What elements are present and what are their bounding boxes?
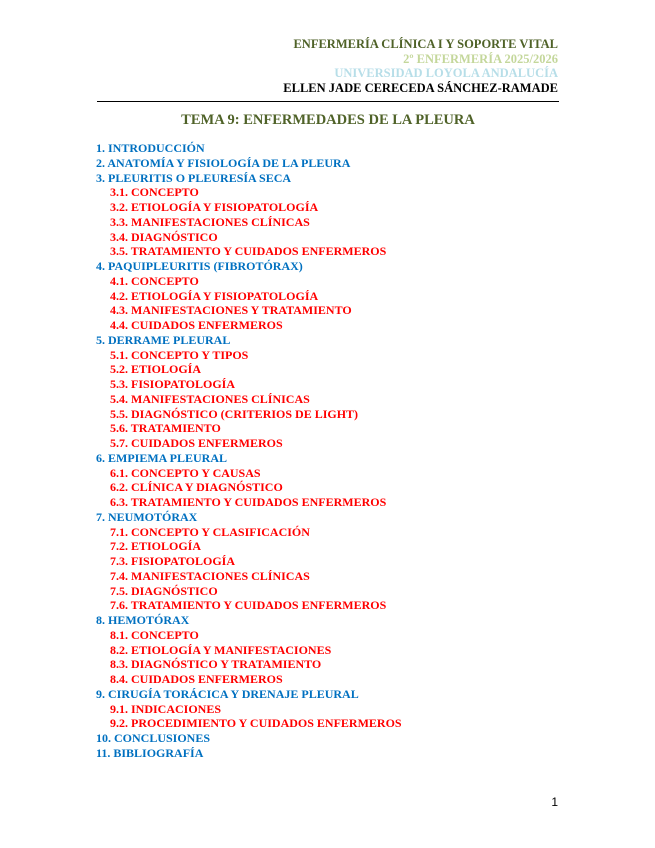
toc-section-link[interactable]: 2. ANATOMÍA Y FISIOLOGÍA DE LA PLEURA (96, 155, 351, 170)
toc-section-link[interactable]: 9. CIRUGÍA TORÁCICA Y DRENAJE PLEURAL (96, 686, 359, 701)
header-divider (97, 101, 559, 102)
toc-subsection-link[interactable]: 5.4. MANIFESTACIONES CLÍNICAS (110, 391, 310, 406)
document-header (283, 37, 558, 95)
toc-subsection-link[interactable]: 3.1. CONCEPTO (110, 185, 199, 200)
toc-subsection-link[interactable]: 5.3. FISIOPATOLOGÍA (110, 377, 236, 391)
toc-subsection-link[interactable]: 5.2. ETIOLOGÍA (110, 362, 202, 377)
header-university: UNIVERSIDAD LOYOLA ANDALUCÍA (334, 66, 558, 81)
toc-subsection-link[interactable]: 7.5. DIAGNÓSTICO (110, 583, 218, 598)
table-of-contents (96, 141, 402, 761)
toc-subsection-link[interactable]: 7.3. FISIOPATOLOGÍA (110, 554, 236, 568)
toc-subsection-link[interactable]: 7.1. CONCEPTO Y CLASIFICACIÓN (110, 524, 310, 539)
toc-section-link[interactable]: 5. DERRAME PLEURAL (96, 332, 231, 347)
toc-subsection-link[interactable]: 3.2. ETIOLOGÍA Y FISIOPATOLOGÍA (110, 200, 319, 214)
toc-section-link[interactable]: 10. CONCLUSIONES (96, 731, 211, 745)
toc-section-link[interactable]: 3. PLEURITIS O PLEURESÍA SECA (96, 170, 292, 185)
toc-section-link[interactable]: 8. HEMOTÓRAX (96, 613, 190, 627)
toc-section-link[interactable]: 4. PAQUIPLEURITIS (FIBROTÓRAX) (96, 259, 303, 273)
toc-subsection-link[interactable]: 6.3. TRATAMIENTO Y CUIDADOS ENFERMEROS (110, 495, 387, 509)
toc-subsection-link[interactable]: 3.3. MANIFESTACIONES CLÍNICAS (110, 214, 310, 229)
toc-subsection-link[interactable]: 3.5. TRATAMIENTO Y CUIDADOS ENFERMEROS (110, 244, 387, 259)
header-author: ELLEN JADE CERECEDA SÁNCHEZ-RAMADE (283, 80, 558, 95)
header-course: ENFERMERÍA CLÍNICA I Y SOPORTE VITAL (293, 37, 558, 51)
toc-subsection-link[interactable]: 9.2. PROCEDIMIENTO Y CUIDADOS ENFERMEROS (110, 716, 402, 731)
toc-subsection-link[interactable]: 5.6. TRATAMIENTO (110, 421, 221, 436)
toc-subsection-link[interactable]: 5.7. CUIDADOS ENFERMEROS (110, 436, 283, 450)
toc-section-link[interactable]: 6. EMPIEMA PLEURAL (96, 450, 228, 465)
toc-subsection-link[interactable]: 7.6. TRATAMIENTO Y CUIDADOS ENFERMEROS (110, 598, 387, 613)
toc-subsection-link[interactable]: 5.5. DIAGNÓSTICO (CRITERIOS DE LIGHT) (110, 406, 359, 421)
header-year: 2º ENFERMERÍA 2025/2026 (403, 51, 558, 66)
toc-subsection-link[interactable]: 5.1. CONCEPTO Y TIPOS (110, 347, 249, 362)
toc-subsection-link[interactable]: 7.4. MANIFESTACIONES CLÍNICAS (110, 568, 310, 583)
toc-subsection-link[interactable]: 3.4. DIAGNÓSTICO (110, 229, 218, 244)
toc-subsection-link[interactable]: 8.1. CONCEPTO (110, 627, 199, 642)
page-title: TEMA 9: ENFERMEDADES DE LA PLEURA (181, 112, 475, 128)
toc-subsection-link[interactable]: 9.1. INDICACIONES (110, 701, 222, 716)
toc-section-link[interactable]: 11. BIBLIOGRAFÍA (96, 745, 204, 760)
toc-subsection-link[interactable]: 4.1. CONCEPTO (110, 273, 199, 288)
toc-section-link[interactable]: 7. NEUMOTÓRAX (96, 509, 198, 524)
toc-subsection-link[interactable]: 4.3. MANIFESTACIONES Y TRATAMIENTO (110, 303, 352, 318)
page-number: 1 (551, 795, 558, 809)
toc-subsection-link[interactable]: 7.2. ETIOLOGÍA (110, 539, 202, 554)
toc-subsection-link[interactable]: 8.2. ETIOLOGÍA Y MANIFESTACIONES (110, 642, 332, 657)
toc-subsection-link[interactable]: 8.3. DIAGNÓSTICO Y TRATAMIENTO (110, 657, 322, 672)
toc-subsection-link[interactable]: 4.4. CUIDADOS ENFERMEROS (110, 318, 283, 332)
toc-subsection-link[interactable]: 6.2. CLÍNICA Y DIAGNÓSTICO (110, 480, 283, 495)
toc-subsection-link[interactable]: 6.1. CONCEPTO Y CAUSAS (110, 465, 261, 480)
toc-subsection-link[interactable]: 4.2. ETIOLOGÍA Y FISIOPATOLOGÍA (110, 288, 319, 303)
toc-section-link[interactable]: 1. INTRODUCCIÓN (96, 141, 205, 155)
toc-subsection-link[interactable]: 8.4. CUIDADOS ENFERMEROS (110, 672, 283, 686)
